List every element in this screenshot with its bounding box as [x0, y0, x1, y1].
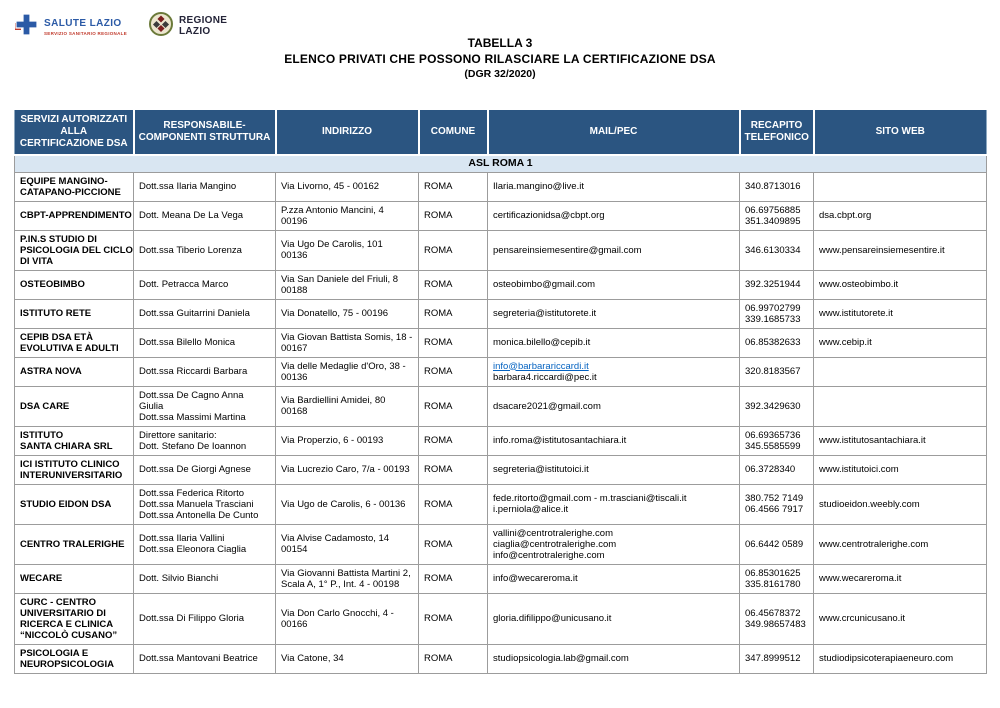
cell-sito	[814, 386, 987, 426]
cell-indirizzo: Via Livorno, 45 - 00162	[276, 172, 419, 201]
cell-servizio: ASTRA NOVA	[15, 357, 134, 386]
cell-comune: ROMA	[419, 357, 488, 386]
cell-mail: Ilaria.mangino@live.it	[488, 172, 740, 201]
cell-sito: www.istitutorete.it	[814, 299, 987, 328]
table-row	[15, 524, 987, 564]
cell-indirizzo: Via Donatello, 75 - 00196	[276, 299, 419, 328]
table-row	[15, 593, 987, 644]
cell-sito: www.osteobimbo.it	[814, 270, 987, 299]
cell-mail: fede.ritorto@gmail.com - m.trasciani@tiscali.it i.perniola@alice.it	[488, 484, 740, 524]
cell-comune: ROMA	[419, 564, 488, 593]
cell-comune: ROMA	[419, 484, 488, 524]
cell-sito: www.crcunicusano.it	[814, 593, 987, 644]
cell-comune: ROMA	[419, 593, 488, 644]
cell-sito: www.centrotralerighe.com	[814, 524, 987, 564]
cell-comune: ROMA	[419, 524, 488, 564]
cell-sito: www.istitutoici.com	[814, 455, 987, 484]
cell-indirizzo: Via Ugo de Carolis, 6 - 00136	[276, 484, 419, 524]
cell-indirizzo: Via Giovan Battista Somis, 18 - 00167	[276, 328, 419, 357]
column-header-sito: SITO WEB	[814, 109, 987, 155]
salute-lazio-subtitle: SERVIZIO SANITARIO REGIONALE	[44, 30, 127, 36]
cell-indirizzo: Via Catone, 34	[276, 644, 419, 673]
cell-responsabile: Dott.ssa Mantovani Beatrice	[134, 644, 276, 673]
cell-responsabile: Dott.ssa Riccardi Barbara	[134, 357, 276, 386]
cell-servizio: WECARE	[15, 564, 134, 593]
cell-responsabile: Dott.ssa Bilello Monica	[134, 328, 276, 357]
cell-mail: dsacare2021@gmail.com	[488, 386, 740, 426]
cell-responsabile: Dott. Meana De La Vega	[134, 201, 276, 230]
table-row	[15, 455, 987, 484]
cell-servizio: ICI ISTITUTO CLINICO INTERUNIVERSITARIO	[15, 455, 134, 484]
cell-servizio: P.IN.S STUDIO DI PSICOLOGIA DEL CICLO DI VITA	[15, 230, 134, 270]
cell-servizio: CEPIB DSA ETÀ EVOLUTIVA E ADULTI	[15, 328, 134, 357]
table-row	[15, 328, 987, 357]
cell-responsabile: Dott.ssa De Cagno Anna Giulia Dott.ssa Massimi Martina	[134, 386, 276, 426]
cell-recapito: 06.6442 0589	[740, 524, 814, 564]
cell-recapito: 06.69756885 351.3409895	[740, 201, 814, 230]
column-header-mail: MAIL/PEC	[488, 109, 740, 155]
cell-indirizzo: Via Alvise Cadamosto, 14 00154	[276, 524, 419, 564]
table-row	[15, 484, 987, 524]
cell-recapito: 06.85301625 335.8161780	[740, 564, 814, 593]
cell-responsabile: Dott. Petracca Marco	[134, 270, 276, 299]
cell-servizio: STUDIO EIDON DSA	[15, 484, 134, 524]
title-elenco: ELENCO PRIVATI CHE POSSONO RILASCIARE LA CERTIFICAZIONE DSA	[284, 52, 716, 66]
cell-recapito: 340.8713016	[740, 172, 814, 201]
title-tabella: TABELLA 3	[467, 36, 533, 50]
cell-recapito: 380.752 7149 06.4566 7917	[740, 484, 814, 524]
regione-lazio-line2: LAZIO	[179, 25, 211, 37]
cell-servizio: DSA CARE	[15, 386, 134, 426]
title-dgr: (DGR 32/2020)	[464, 68, 536, 80]
column-header-responsabile: RESPONSABILE-COMPONENTI STRUTTURA	[134, 109, 276, 155]
column-header-recapito: RECAPITO TELEFONICO	[740, 109, 814, 155]
cell-responsabile: Dott.ssa Ilaria Vallini Dott.ssa Eleonora Ciaglia	[134, 524, 276, 564]
table-row	[15, 357, 987, 386]
cell-sito: www.wecareroma.it	[814, 564, 987, 593]
cell-indirizzo: P.zza Antonio Mancini, 4 00196	[276, 201, 419, 230]
cell-servizio: CURC - CENTRO UNIVERSITARIO DI RICERCA E CLINICA “NICCOLÒ CUSANO”	[15, 593, 134, 644]
cell-indirizzo: Via San Daniele del Friuli, 8 00188	[276, 270, 419, 299]
cell-mail: osteobimbo@gmail.com	[488, 270, 740, 299]
cell-responsabile: Dott. Silvio Bianchi	[134, 564, 276, 593]
cell-responsabile: Dott.ssa Di Filippo Gloria	[134, 593, 276, 644]
cell-indirizzo: Via Properzio, 6 - 00193	[276, 426, 419, 455]
cell-mail: monica.bilello@cepib.it	[488, 328, 740, 357]
cell-recapito: 06.85382633	[740, 328, 814, 357]
cell-indirizzo: Via Lucrezio Caro, 7/a - 00193	[276, 455, 419, 484]
cell-responsabile: Dott.ssa De Giorgi Agnese	[134, 455, 276, 484]
cell-responsabile: Dott.ssa Federica Ritorto Dott.ssa Manuela Trasciani Dott.ssa Antonella De Cunto	[134, 484, 276, 524]
cell-servizio: EQUIPE MANGINO- CATAPANO-PICCIONE	[15, 172, 134, 201]
cell-mail: info.roma@istitutosantachiara.it	[488, 426, 740, 455]
cell-comune: ROMA	[419, 328, 488, 357]
cell-mail: studiopsicologia.lab@gmail.com	[488, 644, 740, 673]
column-header-comune: COMUNE	[419, 109, 488, 155]
cell-mail: info@barbarariccardi.it barbara4.riccardi@pec.it	[488, 357, 740, 386]
salute-lazio-title: SALUTE LAZIO	[44, 17, 122, 29]
cell-sito: www.istitutosantachiara.it	[814, 426, 987, 455]
table-row	[15, 644, 987, 673]
cell-recapito: 06.45678372 349.98657483	[740, 593, 814, 644]
cell-sito	[814, 357, 987, 386]
cell-sito: studioeidon.weebly.com	[814, 484, 987, 524]
cell-responsabile: Dott.ssa Guitarrini Daniela	[134, 299, 276, 328]
cell-sito: studiodipsicoterapiaeneuro.com	[814, 644, 987, 673]
cell-mail: pensareinsiemesentire@gmail.com	[488, 230, 740, 270]
cell-comune: ROMA	[419, 172, 488, 201]
section-label: ASL ROMA 1	[15, 155, 987, 172]
cell-recapito: 320.8183567	[740, 357, 814, 386]
table-row	[15, 230, 987, 270]
cell-comune: ROMA	[419, 426, 488, 455]
table-header-row	[15, 109, 987, 155]
table-row	[15, 172, 987, 201]
cell-servizio: ISTITUTO SANTA CHIARA SRL	[15, 426, 134, 455]
cell-comune: ROMA	[419, 230, 488, 270]
certification-table-wrap	[14, 108, 986, 674]
cell-sito	[814, 172, 987, 201]
regione-lazio-line1: REGIONE	[179, 15, 228, 26]
cell-comune: ROMA	[419, 201, 488, 230]
cell-responsabile: Dott.ssa Tiberio Lorenza	[134, 230, 276, 270]
table-row	[15, 426, 987, 455]
cell-comune: ROMA	[419, 455, 488, 484]
cell-servizio: PSICOLOGIA E NEUROPSICOLOGIA	[15, 644, 134, 673]
cell-recapito: 392.3251944	[740, 270, 814, 299]
cell-recapito: 06.99702799 339.1685733	[740, 299, 814, 328]
document-title	[0, 36, 1000, 80]
cell-indirizzo: Via Giovanni Battista Martini 2, Scala A, 1° P., Int. 4 - 00198	[276, 564, 419, 593]
cell-responsabile: Direttore sanitario: Dott. Stefano De Ioannon	[134, 426, 276, 455]
cell-servizio: ISTITUTO RETE	[15, 299, 134, 328]
cell-recapito: 06.69365736 345.5585599	[740, 426, 814, 455]
cell-recapito: 346.6130334	[740, 230, 814, 270]
cell-sito: www.cebip.it	[814, 328, 987, 357]
cell-servizio: OSTEOBIMBO	[15, 270, 134, 299]
cell-recapito: 347.8999512	[740, 644, 814, 673]
table-row	[15, 201, 987, 230]
cell-mail: segreteria@istitutoici.it	[488, 455, 740, 484]
cell-mail: segreteria@istitutorete.it	[488, 299, 740, 328]
cell-sito: www.pensareinsiemesentire.it	[814, 230, 987, 270]
table-body	[15, 155, 987, 673]
cell-mail: gloria.difilippo@unicusano.it	[488, 593, 740, 644]
email-link[interactable]: info@barbarariccardi.it	[493, 360, 589, 372]
column-header-indirizzo: INDIRIZZO	[276, 109, 419, 155]
cell-mail: info@wecareroma.it	[488, 564, 740, 593]
cell-comune: ROMA	[419, 299, 488, 328]
cell-indirizzo: Via Don Carlo Gnocchi, 4 - 00166	[276, 593, 419, 644]
certification-table	[14, 108, 987, 674]
table-row	[15, 386, 987, 426]
column-header-servizi: SERVIZI AUTORIZZATI ALLA CERTIFICAZIONE DSA	[15, 109, 134, 155]
cell-recapito: 06.3728340	[740, 455, 814, 484]
cell-comune: ROMA	[419, 386, 488, 426]
cell-responsabile: Dott.ssa Ilaria Mangino	[134, 172, 276, 201]
cell-comune: ROMA	[419, 270, 488, 299]
cell-recapito: 392.3429630	[740, 386, 814, 426]
cell-indirizzo: Via Bardiellini Amidei, 80 00168	[276, 386, 419, 426]
table-row	[15, 299, 987, 328]
cell-indirizzo: Via delle Medaglie d'Oro, 38 - 00136	[276, 357, 419, 386]
cell-servizio: CBPT-APPRENDIMENTO	[15, 201, 134, 230]
cell-sito: dsa.cbpt.org	[814, 201, 987, 230]
cell-comune: ROMA	[419, 644, 488, 673]
cell-mail: vallini@centrotralerighe.com ciaglia@centrotralerighe.com info@centrotralerighe.com	[488, 524, 740, 564]
cell-servizio: CENTRO TRALERIGHE	[15, 524, 134, 564]
table-row	[15, 270, 987, 299]
table-row	[15, 564, 987, 593]
cell-indirizzo: Via Ugo De Carolis, 101 00136	[276, 230, 419, 270]
section-row-asl-roma-1	[15, 155, 987, 172]
cell-mail: certificazionidsa@cbpt.org	[488, 201, 740, 230]
